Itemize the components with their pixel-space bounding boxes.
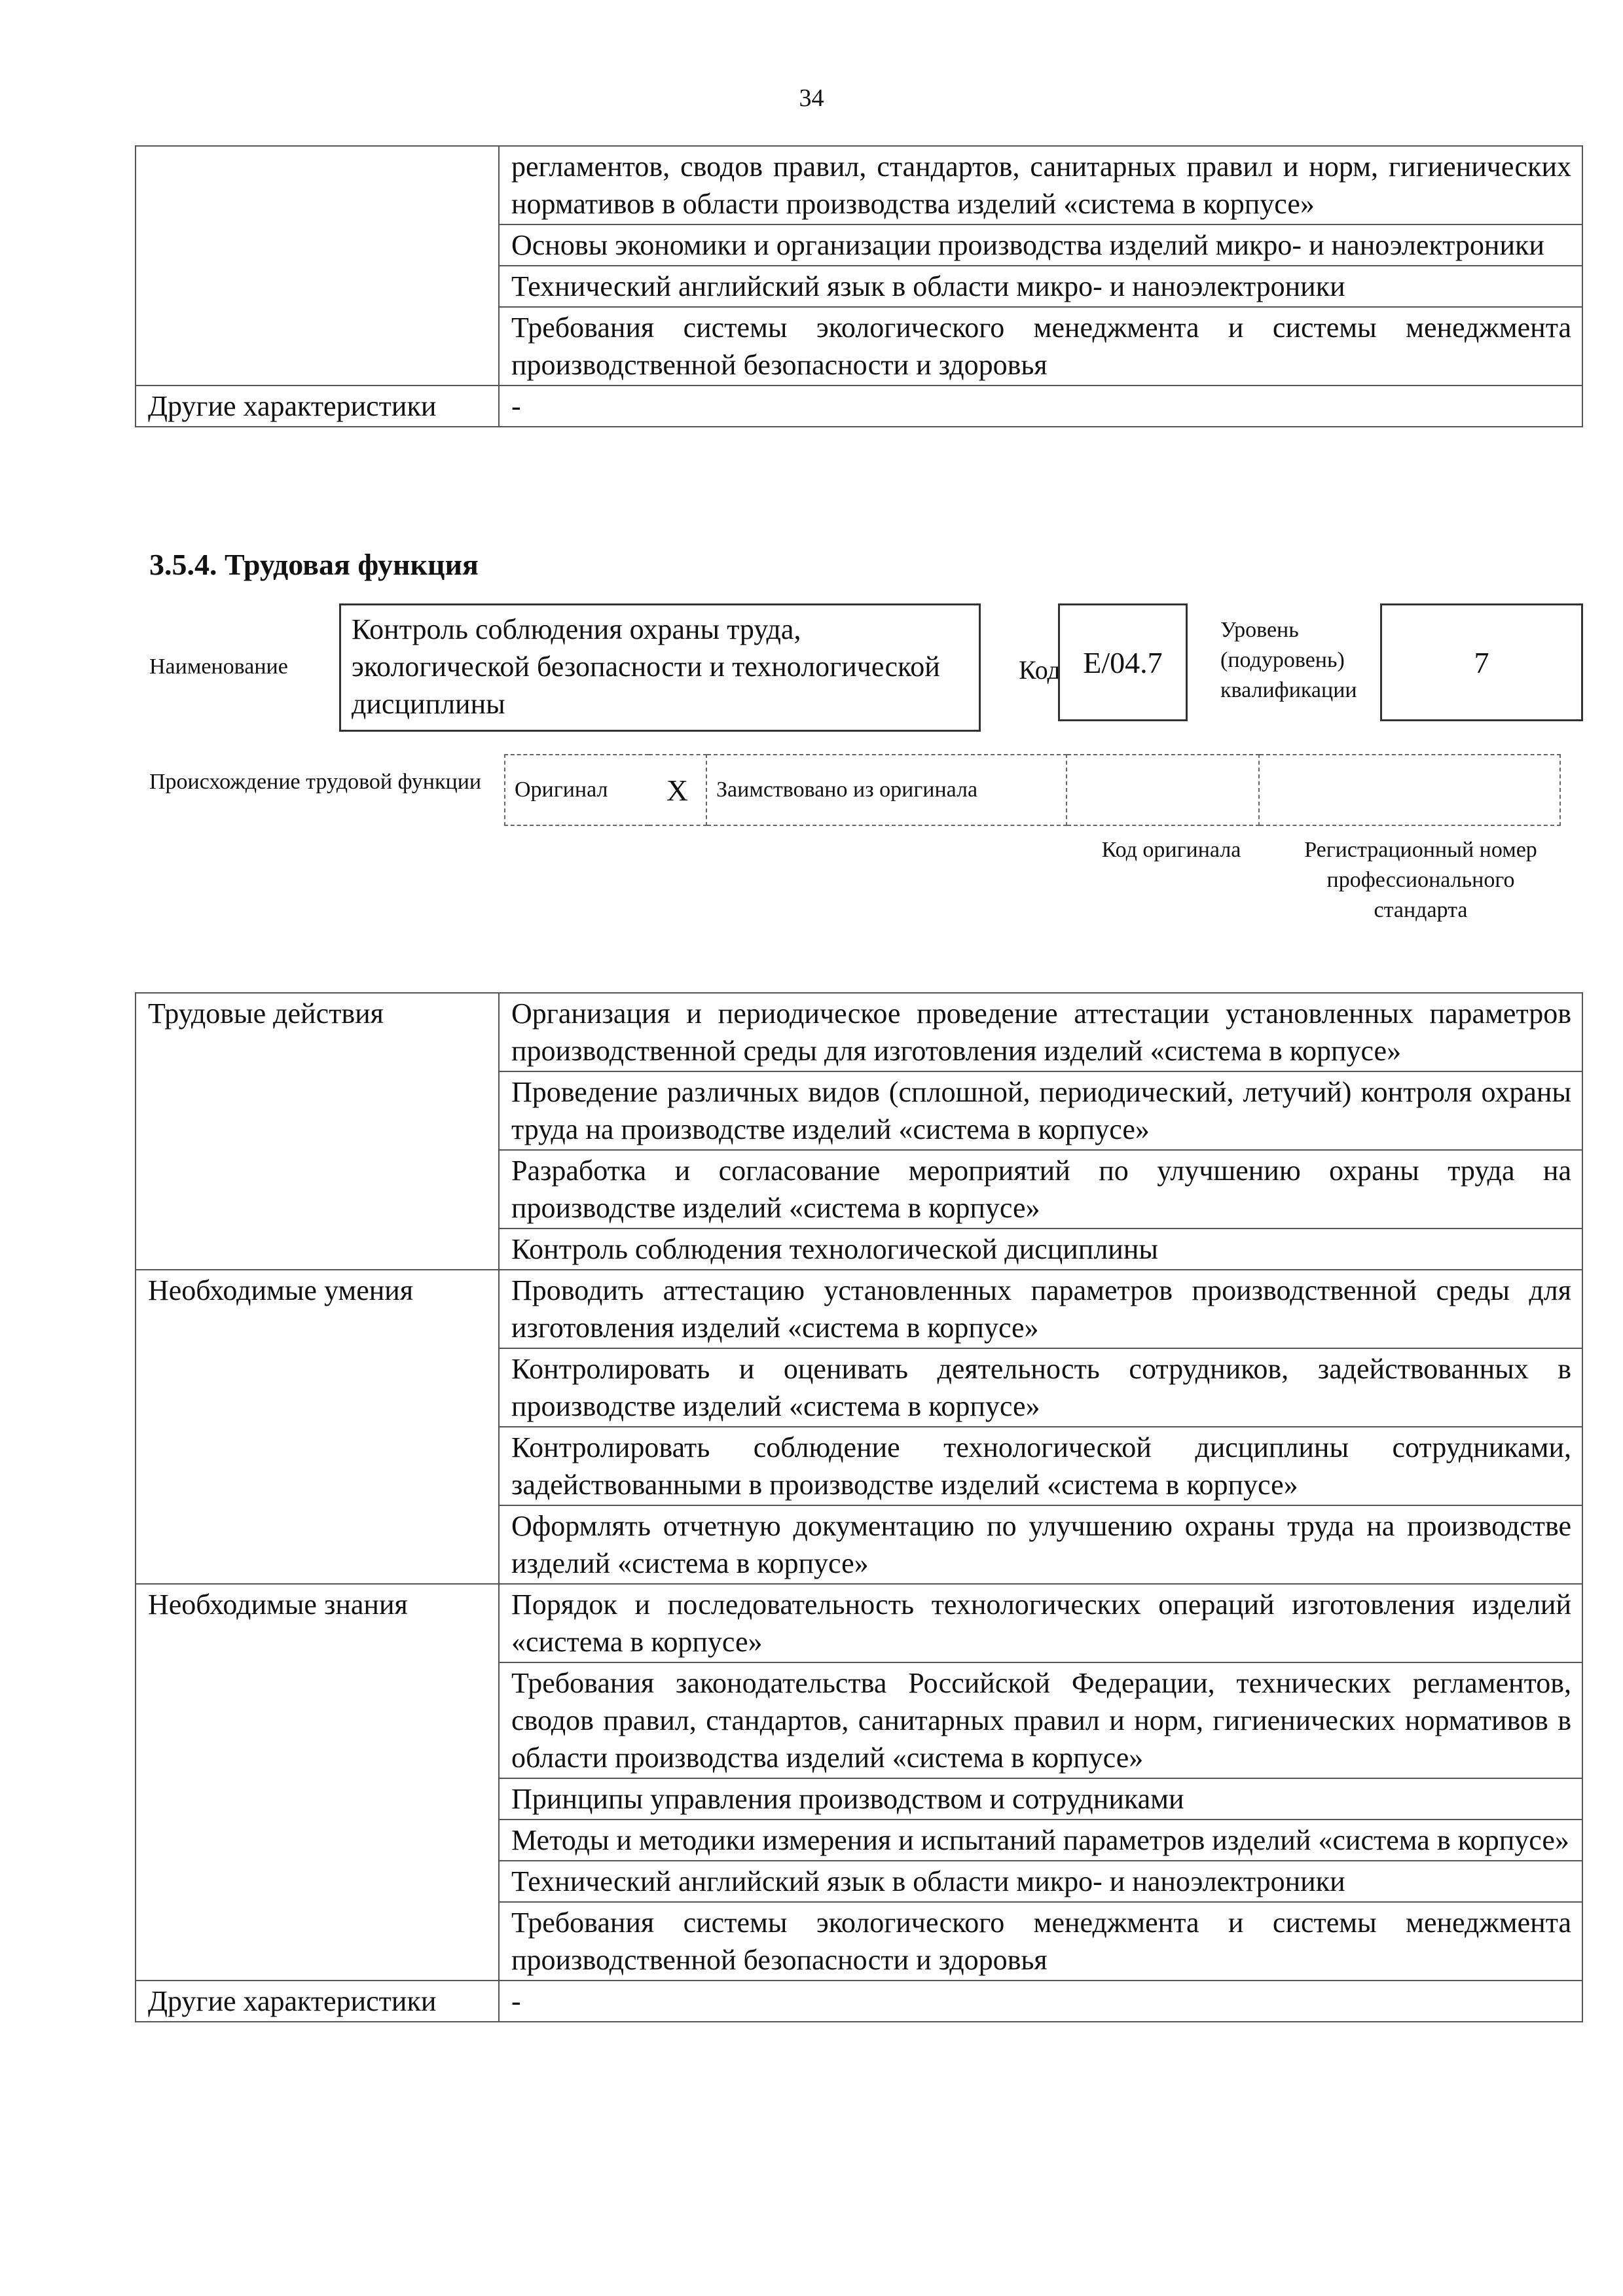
other-characteristics-value: - xyxy=(499,386,1582,427)
table-row xyxy=(136,1270,1582,1348)
other-characteristics-label: Другие характеристики xyxy=(136,1981,499,2022)
table-cell: Контролировать и оценивать деятельность сотрудников, задействованных в производстве изделий «система в корпусе» xyxy=(499,1348,1582,1427)
table-cell: Технический английский язык в области микро- и наноэлектроники xyxy=(499,266,1582,307)
reg-number-cell xyxy=(1259,755,1560,825)
code-value-box: E/04.7 xyxy=(1058,603,1188,721)
reg-number-caption: Регистрационный номер профессионального стандарта xyxy=(1304,838,1537,922)
table-cell: Требования системы экологического менеджмента и системы менеджмента производственной безопасности и здоровья xyxy=(499,307,1582,386)
section-heading: 3.5.4. Трудовая функция xyxy=(149,548,479,581)
table-cell: Оформлять отчетную документацию по улучшению охраны труда на производстве изделий «система в корпусе» xyxy=(499,1505,1582,1584)
other-characteristics-value: - xyxy=(499,1981,1582,2022)
table-row xyxy=(136,1584,1582,1662)
borrowed-label: Заимствовано из оригинала xyxy=(706,755,1067,825)
function-name-box: Контроль соблюдения охраны труда, экологической безопасности и технологической дисциплины xyxy=(339,603,981,732)
group-label-actions: Трудовые действия xyxy=(136,993,499,1270)
table-row xyxy=(136,146,1582,224)
original-mark: X xyxy=(649,755,706,825)
level-value-box: 7 xyxy=(1380,603,1583,721)
table-row xyxy=(136,993,1582,1071)
original-label: Оригинал xyxy=(505,755,649,825)
row-label-empty xyxy=(136,146,499,386)
group-label-skills: Необходимые умения xyxy=(136,1270,499,1584)
table-cell: Основы экономики и организации производства изделий микро- и наноэлектроники xyxy=(499,224,1582,266)
table-cell: Требования законодательства Российской Федерации, технических регламентов, сводов правил, стандартов, санитарных правил и норм, гигиенических нормативов в области производства изделий «система в корпусе» xyxy=(499,1662,1582,1778)
table-row xyxy=(136,1981,1582,2022)
code-original-cell xyxy=(1067,755,1259,825)
table-cell: Организация и периодическое проведение аттестации установленных параметров производственной среды для изготовления изделий «система в корпусе» xyxy=(499,993,1582,1071)
table-cell: Принципы управления производством и сотрудниками xyxy=(499,1778,1582,1820)
table-cell: Требования системы экологического менеджмента и системы менеджмента производственной безопасности и здоровья xyxy=(499,1902,1582,1981)
table-cell: Порядок и последовательность технологических операций изготовления изделий «система в корпусе» xyxy=(499,1584,1582,1662)
other-characteristics-label: Другие характеристики xyxy=(136,386,499,427)
code-original-caption: Код оригинала xyxy=(1101,838,1241,862)
table-cell: Проводить аттестацию установленных параметров производственной среды для изготовления изделий «система в корпусе» xyxy=(499,1270,1582,1348)
table-cell: Проведение различных видов (сплошной, периодический, летучий) контроля охраны труда на производстве изделий «система в корпусе» xyxy=(499,1071,1582,1150)
origin-label: Происхождение трудовой функции xyxy=(149,770,482,794)
table-row xyxy=(136,386,1582,427)
page-number: 34 xyxy=(799,84,824,112)
origin-table xyxy=(504,754,1561,826)
table-cell: Контроль соблюдения технологической дисциплины xyxy=(499,1229,1582,1270)
level-label: Уровень (подуровень) квалификации xyxy=(1220,618,1357,702)
continuation-table xyxy=(135,145,1583,427)
name-label: Наименование xyxy=(149,655,288,679)
group-label-knowledge: Необходимые знания xyxy=(136,1584,499,1981)
table-cell: Методы и методики измерения и испытаний параметров изделий «система в корпусе» xyxy=(499,1820,1582,1861)
table-cell: Технический английский язык в области микро- и наноэлектроники xyxy=(499,1861,1582,1902)
code-label: Код xyxy=(1019,655,1061,685)
table-cell: Разработка и согласование мероприятий по улучшению охраны труда на производстве изделий «система в корпусе» xyxy=(499,1150,1582,1229)
table-cell: Контролировать соблюдение технологической дисциплины сотрудниками, задействованными в производстве изделий «система в корпусе» xyxy=(499,1427,1582,1505)
labor-function-table xyxy=(135,992,1583,2022)
table-cell: регламентов, сводов правил, стандартов, санитарных правил и норм, гигиенических нормативов в области производства изделий «система в корпусе» xyxy=(499,146,1582,224)
